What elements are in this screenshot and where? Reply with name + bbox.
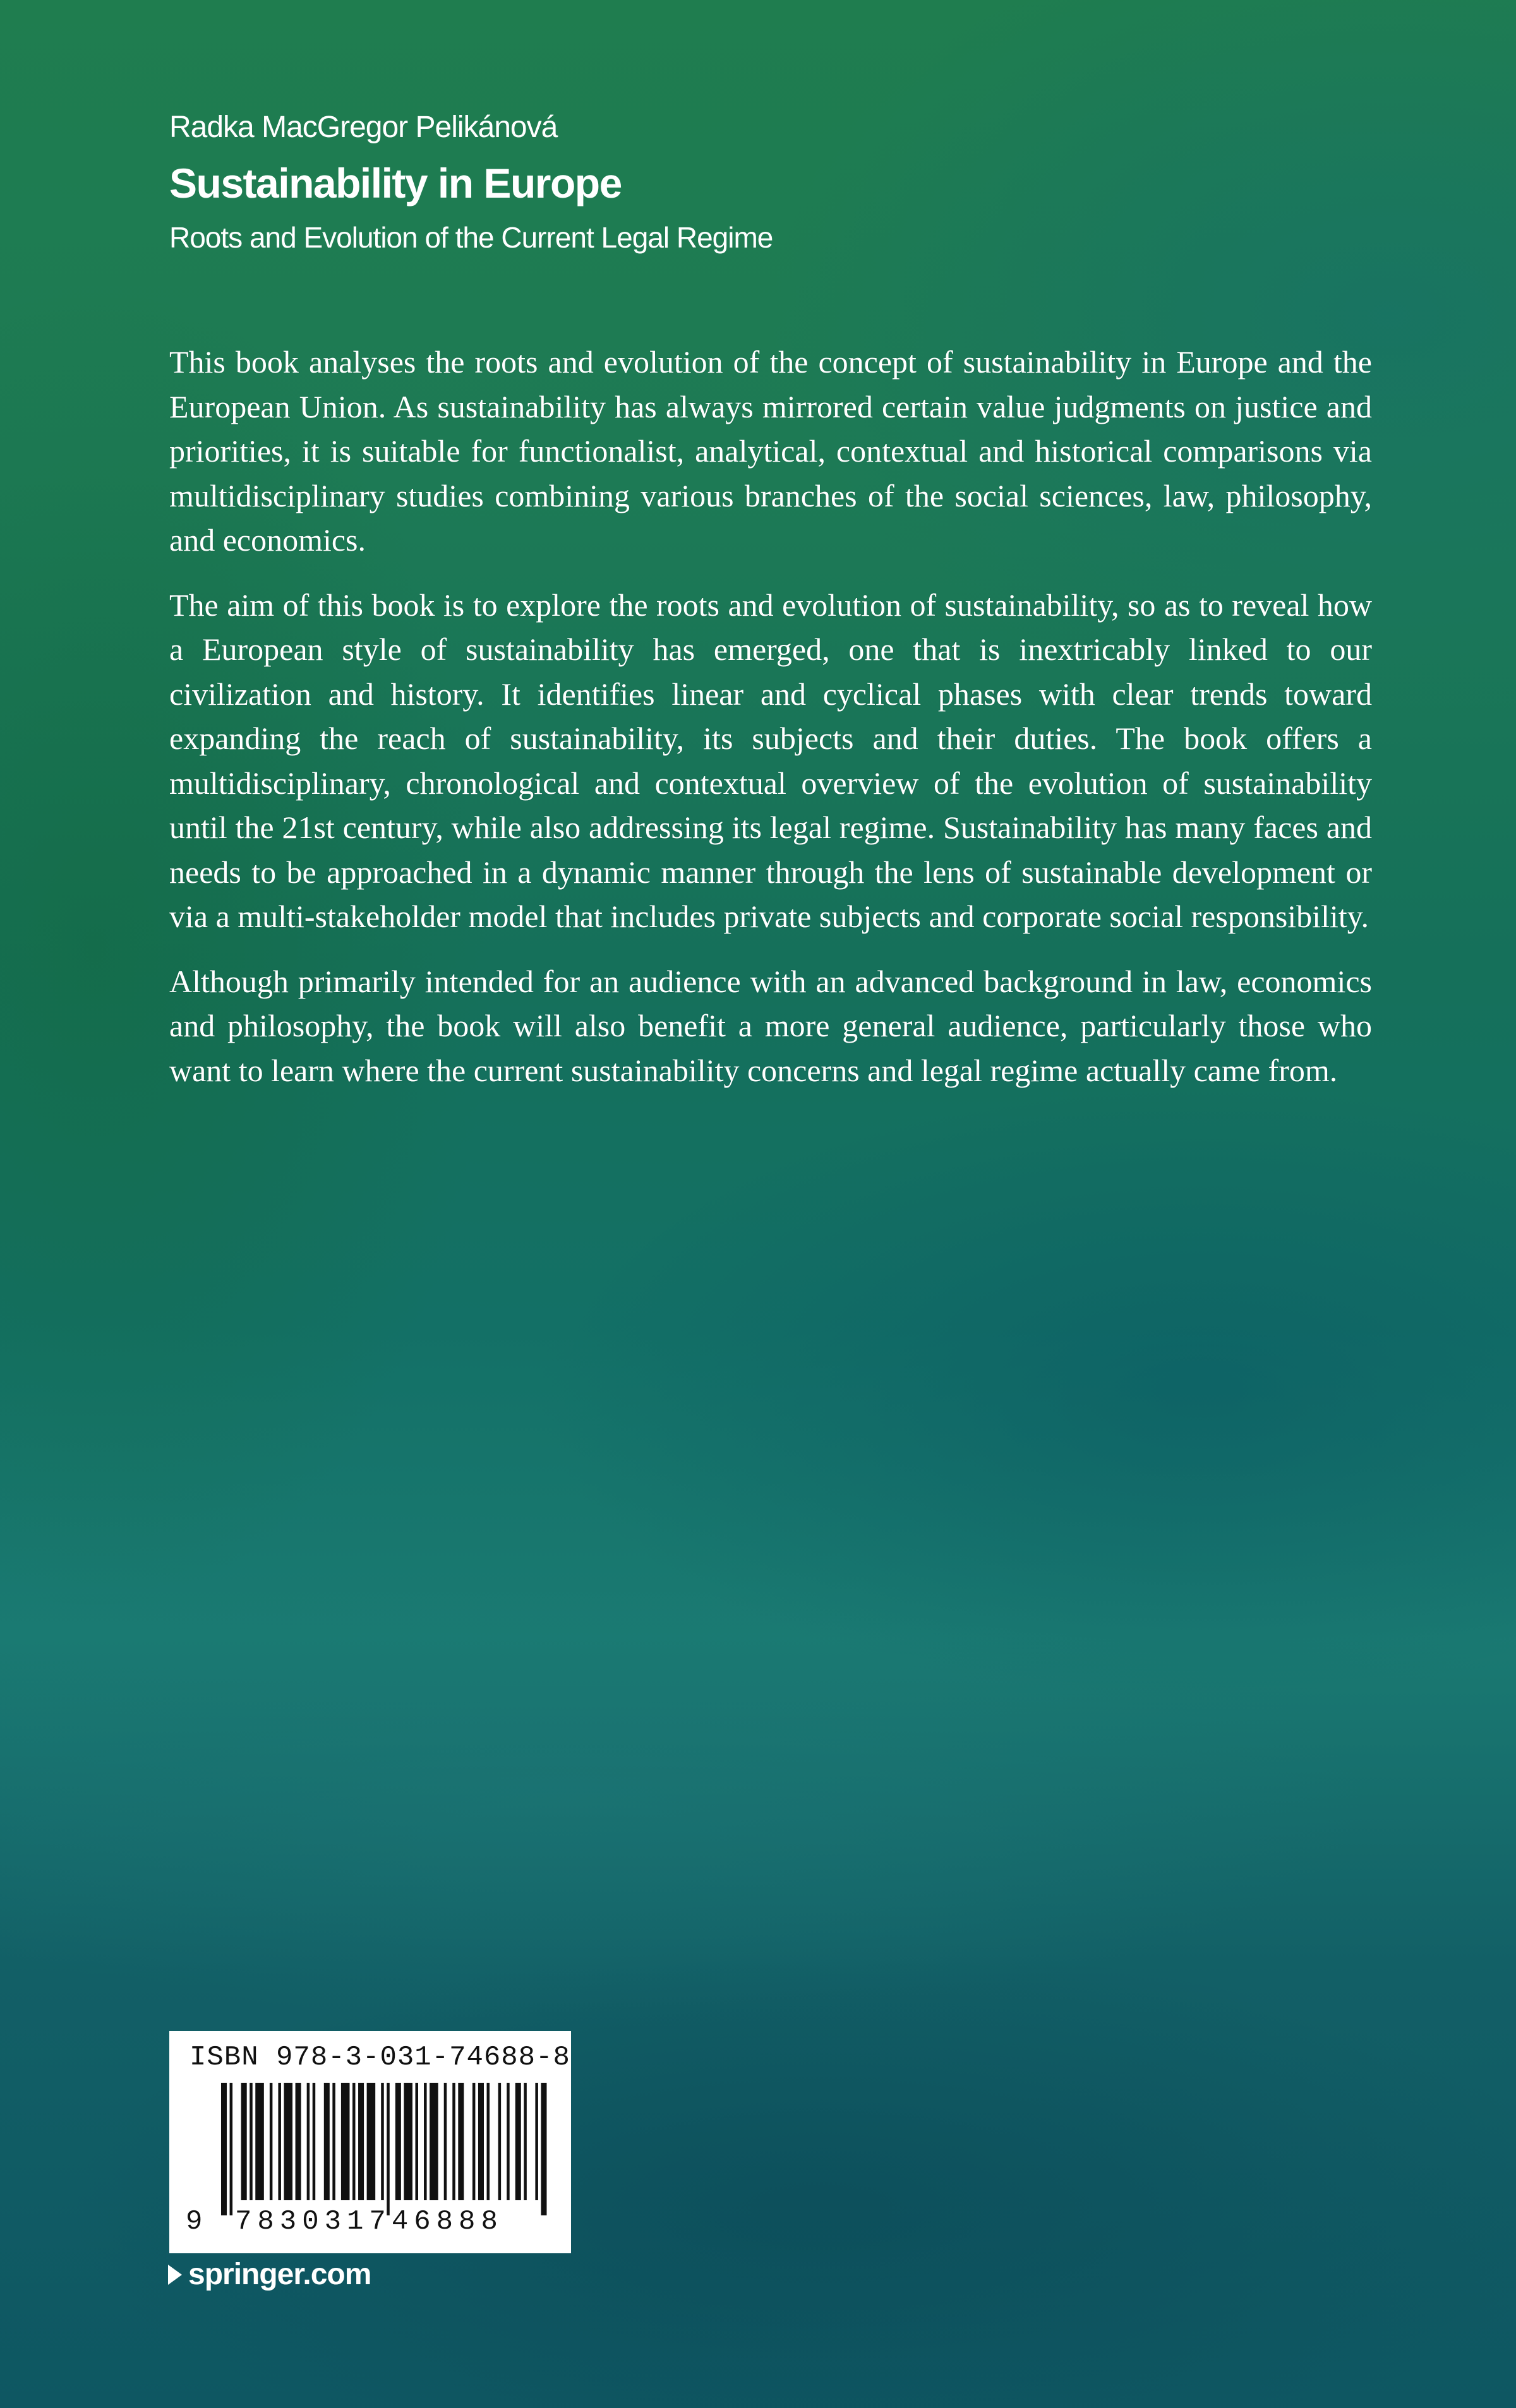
barcode-bar [524,2083,527,2200]
barcode-bar [255,2083,264,2200]
barcode-bar [358,2083,364,2200]
barcode-bar [381,2083,384,2200]
barcode-bar [352,2083,356,2200]
barcode-bar [313,2083,316,2200]
barcode-bar [221,2083,227,2215]
barcode-bar [341,2083,350,2200]
barcode-first-digit: 9 [186,2206,203,2237]
blurb [169,340,1372,1113]
barcode-bar [507,2083,510,2200]
barcode-bar [535,2083,538,2200]
barcode-bar [452,2083,455,2200]
blurb-paragraph: Although primarily intended for an audience with an advanced background in law, economics and philosophy, the book will also benefit a more general audience, particularly those who want to learn where the current sustainability concerns and legal regime actually came from. [169,963,1372,1088]
barcode-bar [230,2083,233,2215]
book-title: Sustainability in Europe [169,160,622,207]
barcode-bar [430,2083,438,2200]
isbn-label: ISBN 978-3-031-74688-8 [190,2042,570,2073]
barcode-bar [487,2083,490,2200]
barcode-bar [296,2083,301,2200]
barcode [169,2031,571,2253]
barcode-bar [541,2083,546,2215]
barcode-bar [498,2083,502,2200]
barcode-digits: 783031746888 [235,2206,503,2237]
barcode-bar [241,2083,247,2200]
barcode-bars [221,2083,550,2215]
barcode-bar [515,2083,521,2200]
barcode-bar [270,2083,273,2200]
barcode-bar [458,2083,464,2200]
publisher-link[interactable] [168,2256,371,2294]
barcode-bar [424,2083,427,2200]
book-subtitle: Roots and Evolution of the Current Legal Regime [169,221,773,254]
arrow-right-icon [168,2265,182,2285]
publisher-url: springer.com [188,2258,371,2291]
barcode-bar [387,2083,390,2215]
barcode-bar [332,2083,335,2200]
author-name: Radka MacGregor Pelikánová [169,111,558,144]
barcode-bar [324,2083,330,2200]
barcode-bar [404,2083,412,2200]
barcode-bar [284,2083,292,2200]
barcode-bar [367,2083,376,2200]
blurb-paragraph: This book analyses the roots and evolution of the concept of sustainability in Europe and the European Union. As sustainability has always mirrored certain value judgments on justice and priorities, it is suitable for functionalist, analytical, contextual and historical comparisons via multidisciplinary studies combining various branches of the social sciences, law, philosophy, and economics. [169,344,1372,558]
barcode-bar [472,2083,476,2200]
barcode-bar [444,2083,447,2200]
barcode-bar [307,2083,310,2200]
barcode-bar [478,2083,484,2200]
barcode-bar [395,2083,401,2200]
barcode-bar [250,2083,253,2200]
blurb-paragraph: The aim of this book is to explore the roots and evolution of sustainability, so as to reveal how a European style of sustainability has emerged, one that is inextricably linked to our civilization and history. It identifies linear and cyclical phases with clear trends toward expanding the reach of sustainability, its subjects and their duties. The book offers a multidisciplinary, chronological and contextual overview of the evolution of sustainability until the 21st century, while also addressing its legal regime. Sustainability has many faces and needs to be approached in a dynamic manner through the lens of sustainable development or via a multi-stakeholder model that includes private subjects and corporate social responsibility. [169,587,1372,934]
barcode-bar [415,2083,418,2200]
barcode-bar [278,2083,281,2200]
